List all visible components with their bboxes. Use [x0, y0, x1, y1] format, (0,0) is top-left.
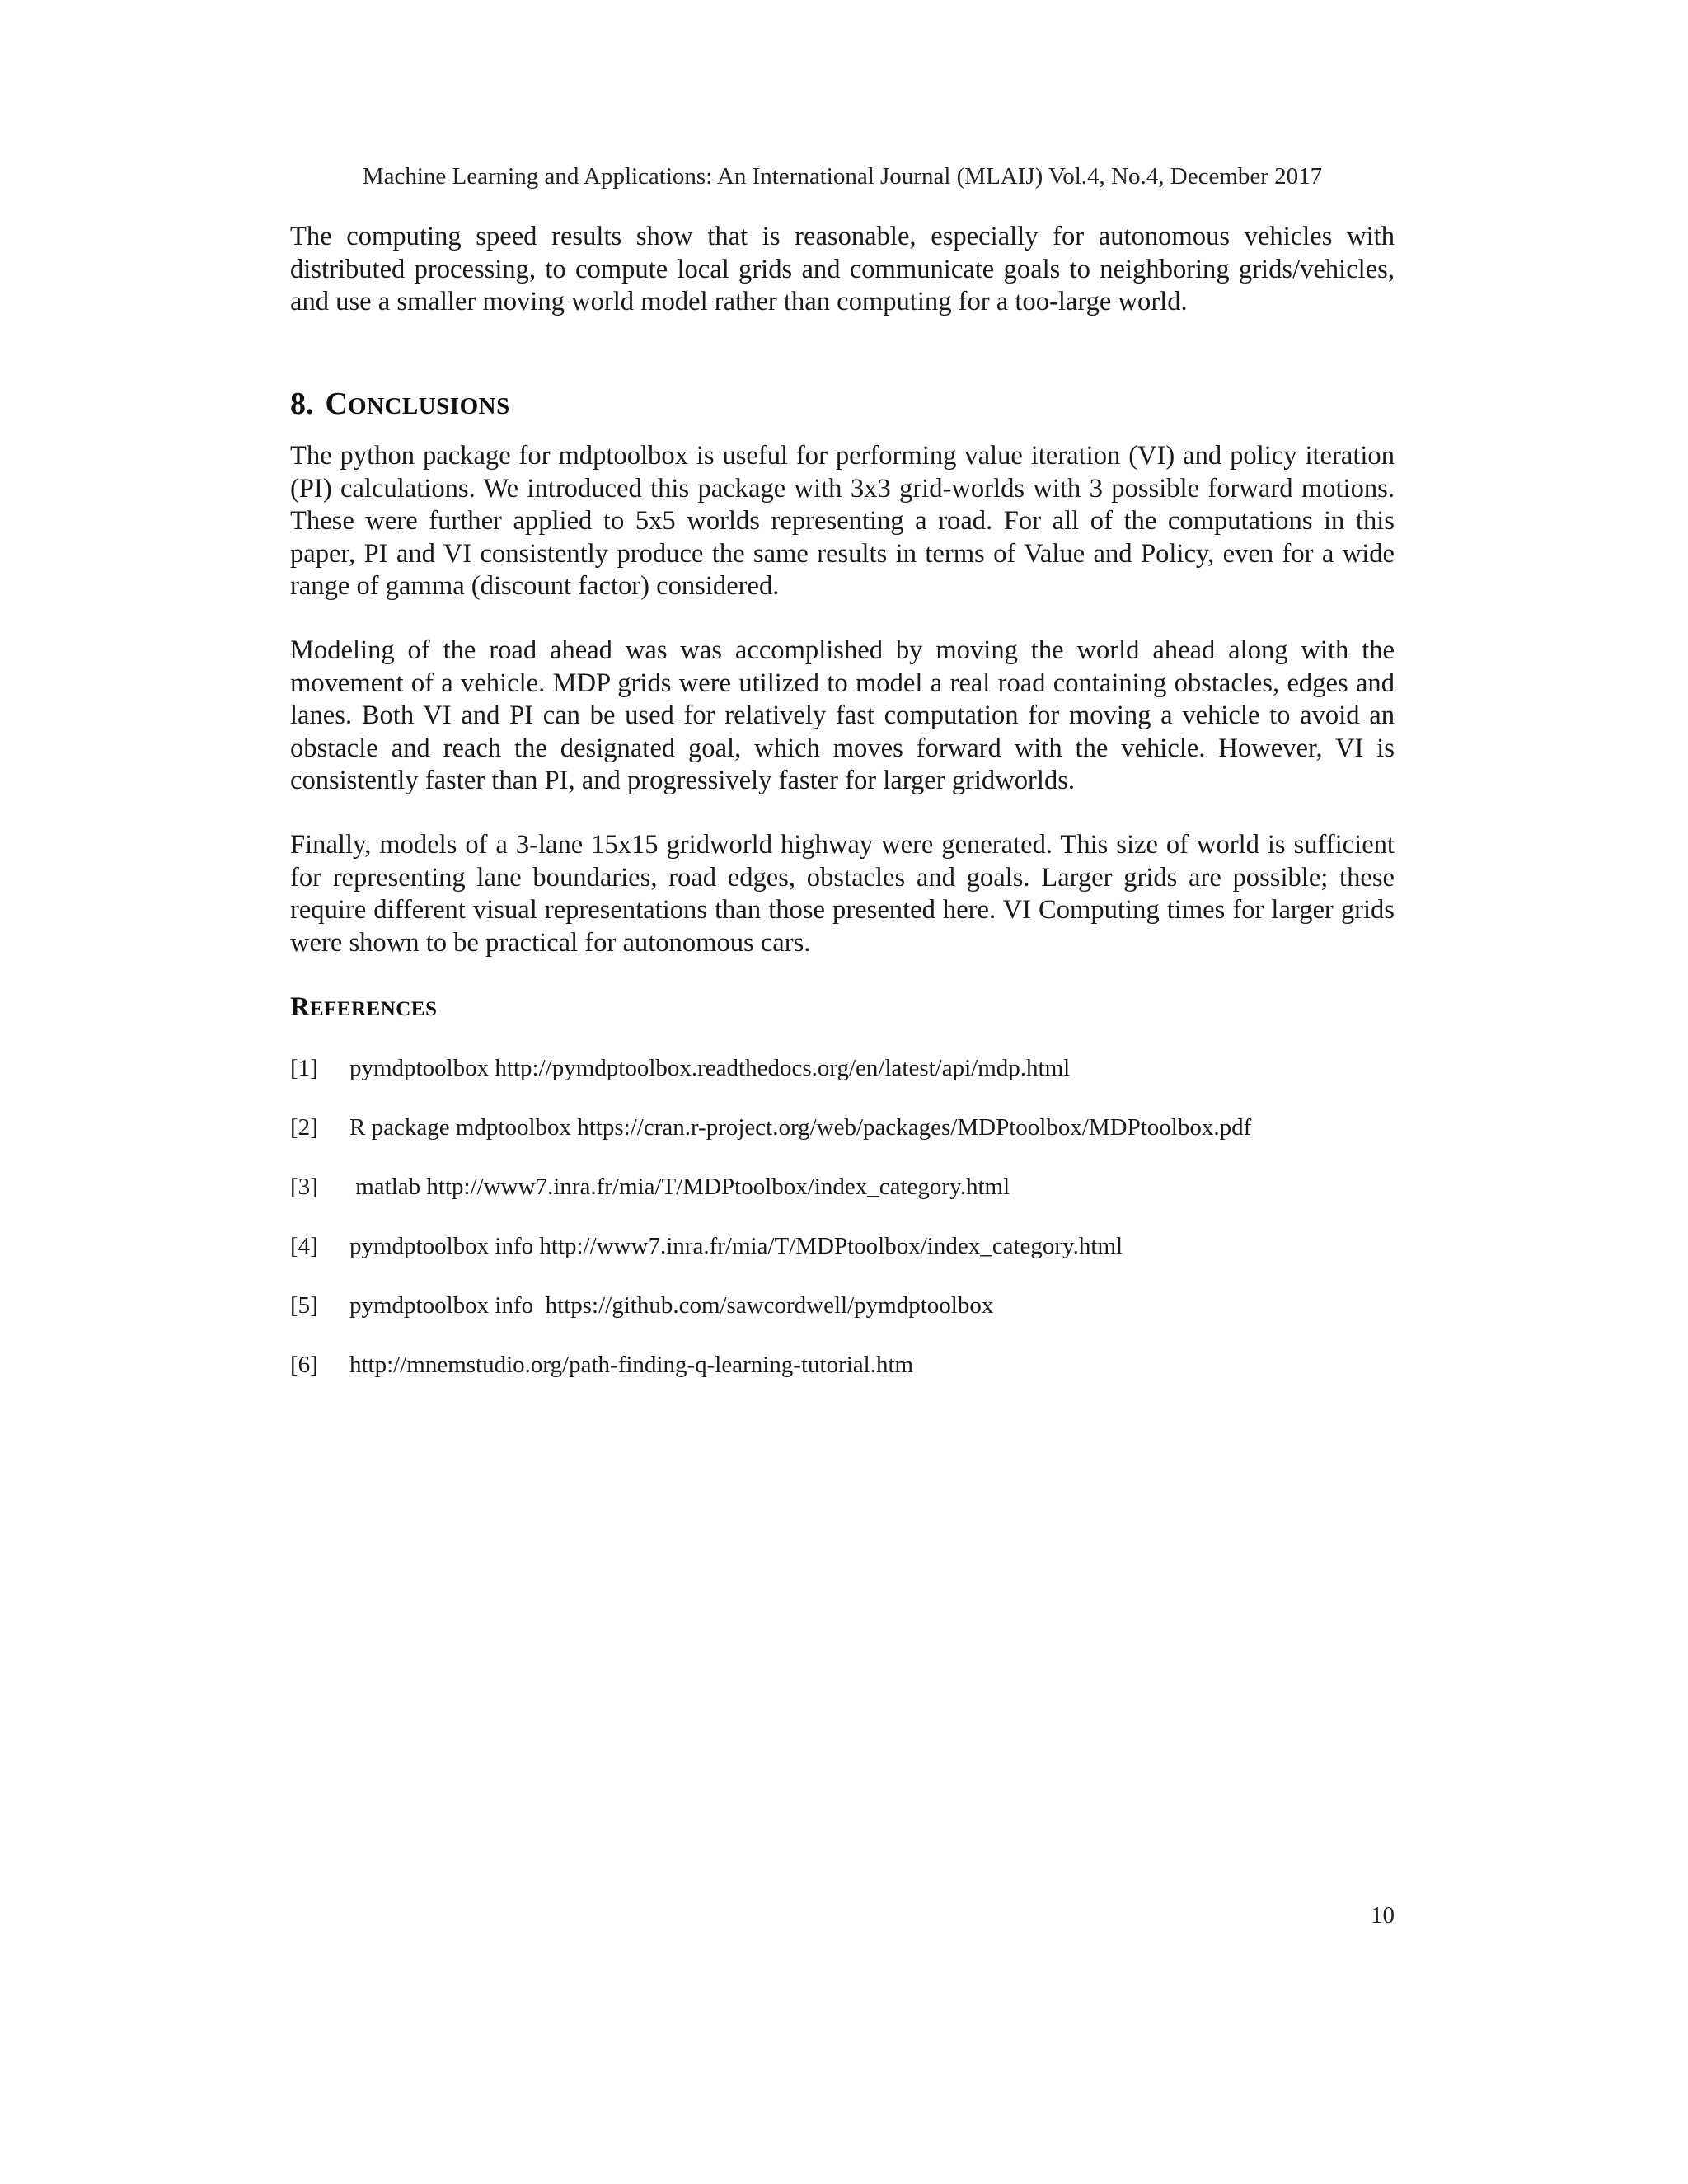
reference-label: [6] — [290, 1352, 318, 1378]
reference-label: [3] — [290, 1174, 318, 1200]
section-title-rest: ONCLUSIONS — [347, 393, 510, 419]
reference-label: [1] — [290, 1055, 318, 1081]
reference-item — [290, 1350, 1395, 1409]
conclusions-paragraph-3: Finally, models of a 3-lane 15x15 gridworld highway were generated. This size of world is sufficient for representing lane boundaries, road edges, obstacles and goals. Larger grids are possible; these require different visual representations than those presented here. VI Computing times for larger grids were shown to be practical for autonomous cars. — [290, 830, 1395, 958]
reference-item — [290, 1291, 1395, 1350]
reference-item — [290, 1053, 1395, 1113]
reference-list — [290, 1053, 1395, 1409]
reference-item — [290, 1172, 1395, 1231]
conclusions-paragraph-2: Modeling of the road ahead was was accomplished by moving the world ahead along with the movement of a vehicle. MDP grids were utilized to model a real road containing obstacles, edges and lanes. Both VI and PI can be used for relatively fast computation for moving a vehicle to avoid an obstacle and reach the designated goal, which moves forward with the vehicle. However, VI is consistently faster than PI, and progressively faster for larger gridworlds. — [290, 635, 1395, 795]
reference-text: pymdptoolbox info http://www7.inra.fr/mia/T/MDPtoolbox/index_category.html — [349, 1233, 1123, 1259]
paper-page — [290, 0, 1395, 2184]
reference-text: pymdptoolbox info https://github.com/sawcordwell/pymdptoolbox — [349, 1292, 994, 1319]
conclusions-heading — [290, 386, 510, 424]
conclusions-paragraph-1: The python package for mdptoolbox is useful for performing value iteration (VI) and policy iteration (PI) calculations. We introduced this package with 3x3 grid-worlds with 3 possible forward motions. These were further applied to 5x5 worlds representing a road. For all of the computations in this paper, PI and VI consistently produce the same results in terms of Value and Policy, even for a wide range of gamma (discount factor) considered. — [290, 441, 1395, 601]
reference-text: pymdptoolbox http://pymdptoolbox.readthedocs.org/en/latest/api/mdp.html — [349, 1055, 1071, 1081]
reference-text: R package mdptoolbox https://cran.r-project.org/web/packages/MDPtoolbox/MDPtoolbox.pdf — [349, 1114, 1252, 1141]
reference-item — [290, 1231, 1395, 1291]
reference-label: [4] — [290, 1233, 318, 1259]
page-number: 10 — [1371, 1902, 1395, 1929]
references-title-initial: R — [290, 992, 310, 1022]
references-heading — [290, 992, 437, 1026]
reference-item — [290, 1113, 1395, 1172]
section-title-initial: C — [325, 387, 348, 421]
reference-text: http://mnemstudio.org/path-finding-q-learning-tutorial.htm — [349, 1352, 914, 1378]
reference-label: [2] — [290, 1114, 318, 1141]
intro-paragraph: The computing speed results show that is reasonable, especially for autonomous vehicles with distributed processing, to compute local grids and communicate goals to neighboring grids/vehicles, and use a smaller moving world model rather than computing for a too-large world. — [290, 222, 1395, 316]
reference-label: [5] — [290, 1292, 318, 1319]
section-number: 8. — [290, 387, 314, 421]
references-title-rest: EFERENCES — [309, 998, 438, 1020]
running-head: Machine Learning and Applications: An International Journal (MLAIJ) Vol.4, No.4, December 2017 — [362, 163, 1323, 190]
reference-text: matlab http://www7.inra.fr/mia/T/MDPtoolbox/index_category.html — [349, 1174, 1010, 1200]
